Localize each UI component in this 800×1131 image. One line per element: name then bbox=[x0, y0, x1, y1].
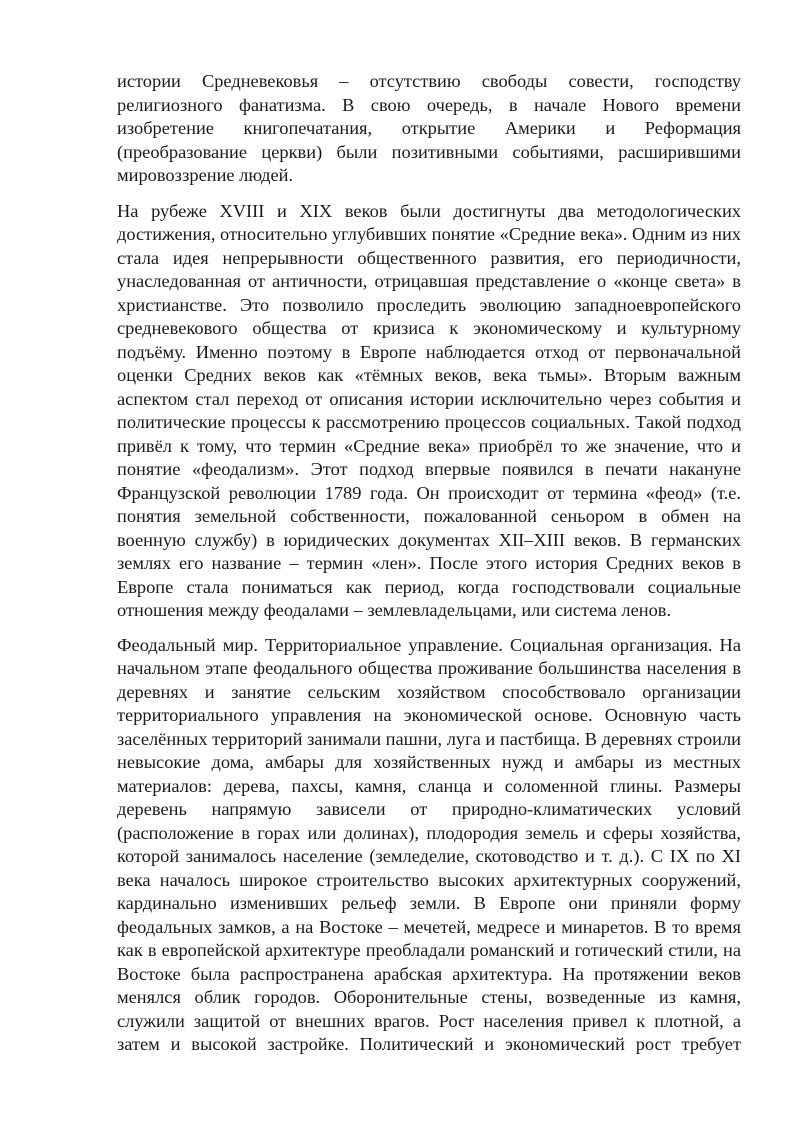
paragraph-2: На рубеже XVIII и XIX веков были достигнуты два методологических достижения, относительно углубивших понятие «Средние века». Одним из них стала идея непрерывности общественного развития, его периодичности, унаследованная от античности, отрицавшая представление о «конце света» в христианстве. Это позволило проследить эволюцию западноевропейского средневекового общества от кризиса к экономическому и культурному подъёму. Именно поэтому в Европе наблюдается отход от первоначальной оценки Средних веков как «тёмных веков, века тьмы». Вторым важным аспектом стал переход от описания истории исключительно через события и политические процессы к рассмотрению процессов социальных. Такой подход привёл к тому, что термин «Средние века» приобрёл то же значение, что и понятие «феодализм». Этот подход впервые появился в печати накануне Французской революции 1789 года. Он происходит от термина «феод» (т.е. понятия земельной собственности, пожалованной сеньором в обмен на военную службу) в юридических документах XII–XIII веков. В германских землях его название – термин «лен». После этого история Средних веков в Европе стала пониматься как период, когда господствовали социальные отношения между феодалами – землевладельцами, или система ленов. bbox=[117, 200, 741, 620]
text-body bbox=[117, 70, 741, 1069]
paragraph-3: Феодальный мир. Территориальное управление. Социальная организация. На начальном этапе феодального общества проживание большинства населения в деревнях и занятие сельским хозяйством способствовало организации территориального управления на экономической основе. Основную часть заселённых территорий занимали пашни, луга и пастбища. В деревнях строили невысокие дома, амбары для хозяйственных нужд и амбары из местных материалов: дерева, пахсы, камня, сланца и соломенной глины. Размеры деревень напрямую зависели от природно-климатических условий (расположение в горах или долинах), плодородия земель и сферы хозяйства, которой занималось население (земледелие, скотоводство и т. д.). С IX по XI века началось широкое строительство высоких архитектурных сооружений, кардинально изменивших рельеф земли. В Европе они приняли форму феодальных замков, а на Востоке – мечетей, медресе и минаретов. В то время как в европейской архитектуре преобладали романский и готический стили, на Востоке была распространена арабская архитектура. На протяжении веков менялся облик городов. Оборонительные стены, возведенные из камня, служили защитой от внешних врагов. Рост населения привел к плотной, а затем и высокой застройке. Политический и экономический рост требует bbox=[117, 634, 741, 1054]
paragraph-1: истории Средневековья – отсутствию свободы совести, господству религиозного фанатизма. В свою очередь, в начале Нового времени изобретение книгопечатания, открытие Америки и Реформация (преобразование церкви) были позитивными событиями, расширившими мировоззрение людей. bbox=[117, 71, 741, 185]
